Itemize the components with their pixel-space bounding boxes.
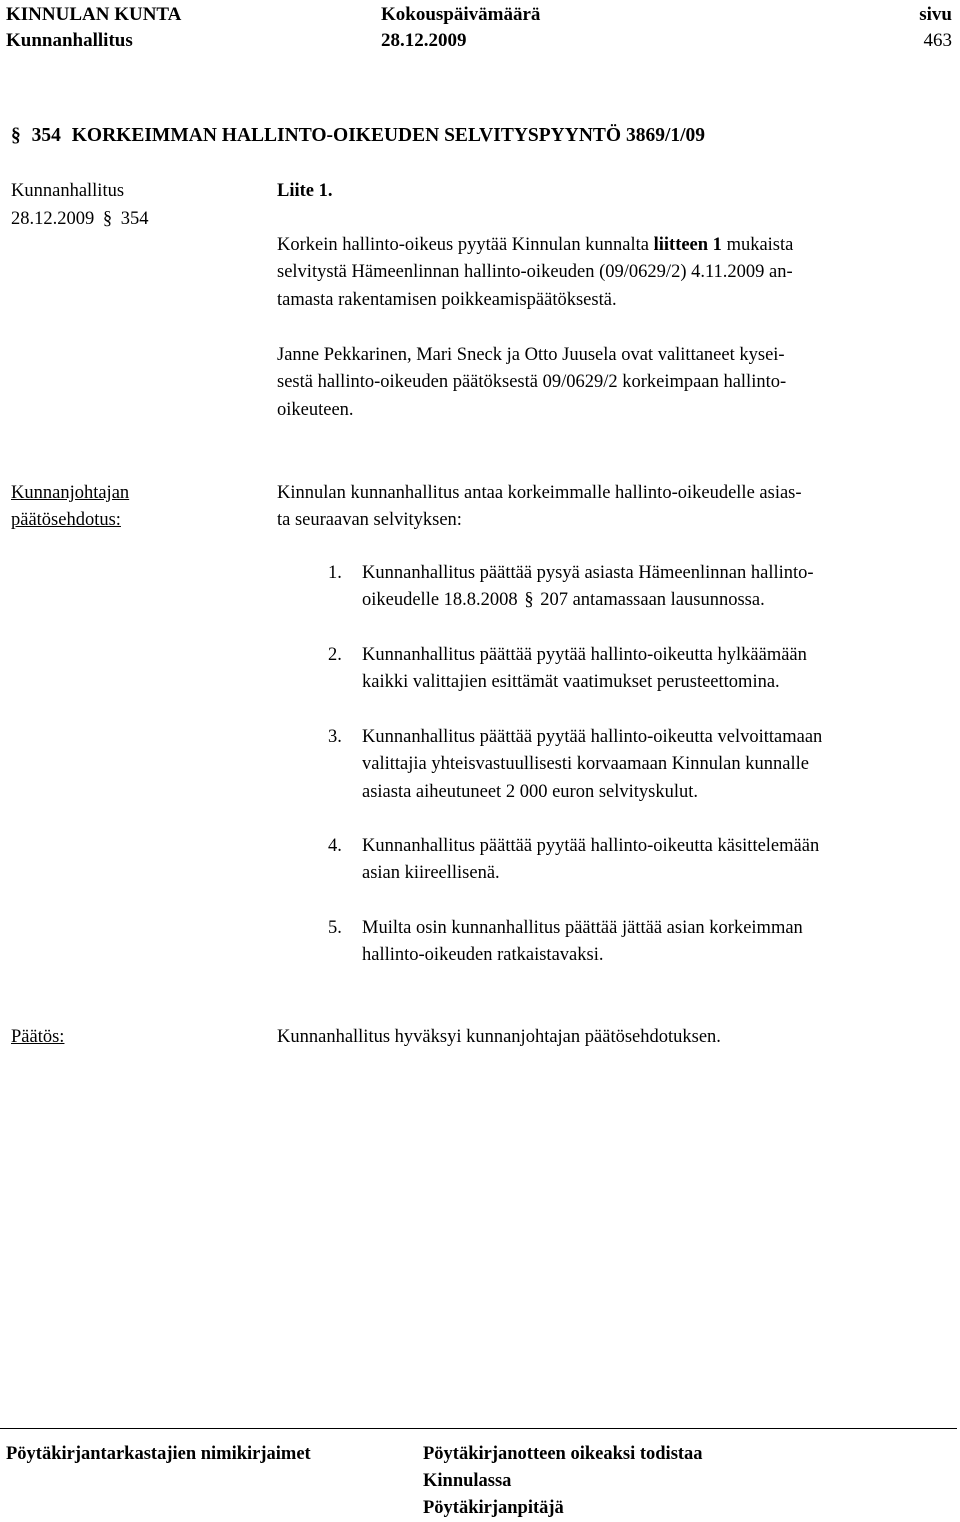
section-number: 354 (31, 125, 61, 146)
intro-line-1 (277, 232, 953, 259)
header-page-label: sivu (919, 4, 952, 25)
list-item-line-2: hallinto-oikeuden ratkaistavaksi. (362, 945, 604, 966)
list-item (328, 833, 953, 888)
attachment-label: Liite 1. (277, 181, 333, 201)
footer-signer-title: Pöytäkirjanpitäjä (423, 1498, 564, 1518)
list-item-number: 1. (328, 563, 342, 583)
intro-line-2: selvitystä Hämeenlinnan hallinto-oikeuden (09/0629/2) 4.11.2009 an- (277, 262, 793, 283)
list-item-line-1: Muilta osin kunnanhallitus päättää jättää asian korkeimman (362, 918, 803, 938)
header-date: 28.12.2009 (381, 30, 467, 51)
footer-certification-line-1: Pöytäkirjanotteen oikeaksi todistaa (423, 1444, 703, 1464)
footer-rule (0, 1428, 957, 1429)
section-title (11, 122, 705, 150)
list-item-line-1: Kunnanhallitus päättää pyytää hallinto-oikeutta velvoittamaan (362, 727, 823, 747)
section-title-text: KORKEIMMAN HALLINTO-OIKEUDEN SELVITYSPYYNTÖ 3869/1/09 (71, 125, 706, 146)
list-item-line-1: Kunnanhallitus päättää pyytää hallinto-oikeutta hylkäämään (362, 645, 807, 665)
list-item-line-2: valittajia yhteisvastuullisesti korvaamaan Kinnulan kunnalle (362, 754, 809, 775)
list-item (328, 724, 953, 806)
intro-text-1: Korkein hallinto-oikeus pyytää Kinnulan kunnalta (277, 235, 649, 255)
footer-certification (423, 1441, 703, 1522)
appellants-line-2: sestä hallinto-oikeuden päätöksestä 09/0629/2 korkeimpaan hallinto- (277, 372, 787, 393)
proposal-paragraph (277, 480, 953, 535)
ref-number: 354 (120, 209, 149, 229)
section-symbol: § (11, 125, 21, 146)
list-item-number: 5. (328, 918, 342, 938)
header-org: KINNULAN KUNTA (6, 4, 182, 25)
header-date-label: Kokouspäivämäärä (381, 4, 541, 25)
appellants-line-1: Janne Pekkarinen, Mari Sneck ja Otto Juusela ovat valittaneet kysei- (277, 345, 785, 365)
intro-line-3: tamasta rakentamisen poikkeamispäätöksestä. (277, 289, 617, 310)
proposal-line-1: Kinnulan kunnanhallitus antaa korkeimmalle hallinto-oikeudelle asias- (277, 483, 802, 503)
proposal-label (11, 480, 129, 535)
intro-attachment-ref: liitteen 1 (653, 235, 722, 255)
header-body: Kunnanhallitus (6, 30, 133, 51)
list-item-number: 2. (328, 645, 342, 665)
ref-body: Kunnanhallitus (11, 181, 125, 201)
list-item (328, 560, 953, 615)
list-item-number: 4. (328, 836, 342, 856)
intro-paragraph (277, 232, 953, 314)
proposal-label-line-2: päätösehdotus: (11, 510, 121, 531)
proposal-line-2: ta seuraavan selvityksen: (277, 510, 462, 531)
list-item-line-1: Kunnanhallitus päättää pysyä asiasta Hämeenlinnan hallinto- (362, 563, 814, 583)
list-item-line-2: kaikki valittajien esittämät vaatimukset perusteettomina. (362, 672, 780, 693)
list-item-line-2-end: 207 antamassaan lausunnossa. (540, 590, 765, 611)
appellants-paragraph (277, 342, 953, 424)
intro-text-2: mukaista (726, 235, 794, 255)
ref-date: 28.12.2009 (11, 209, 95, 229)
list-item-line-2 (362, 587, 953, 614)
appellants-line-3: oikeuteen. (277, 399, 354, 420)
decision-text: Kunnanhallitus hyväksyi kunnanjohtajan päätösehdotuksen. (277, 1027, 721, 1047)
ref-symbol: § (102, 209, 113, 229)
proposal-label-line-1: Kunnanjohtajan (11, 483, 130, 503)
footer-initials-label: Pöytäkirjantarkastajien nimikirjaimet (6, 1444, 311, 1464)
list-item-line-2: asian kiireellisenä. (362, 863, 500, 884)
list-item-line-2-start: oikeudelle 18.8.2008 (362, 590, 518, 611)
list-item (328, 642, 953, 697)
list-item-number: 3. (328, 727, 342, 747)
list-item (328, 915, 953, 970)
list-item-line-1: Kunnanhallitus päättää pyytää hallinto-oikeutta käsittelemään (362, 836, 820, 856)
ref-date-line (11, 206, 149, 233)
header-page-number: 463 (923, 30, 952, 51)
decision-label: Päätös: (11, 1027, 65, 1047)
section-symbol: § (524, 590, 534, 611)
list-item-line-3: asiasta aiheutuneet 2 000 euron selvityskulut. (362, 781, 699, 802)
footer-place: Kinnulassa (423, 1471, 512, 1491)
